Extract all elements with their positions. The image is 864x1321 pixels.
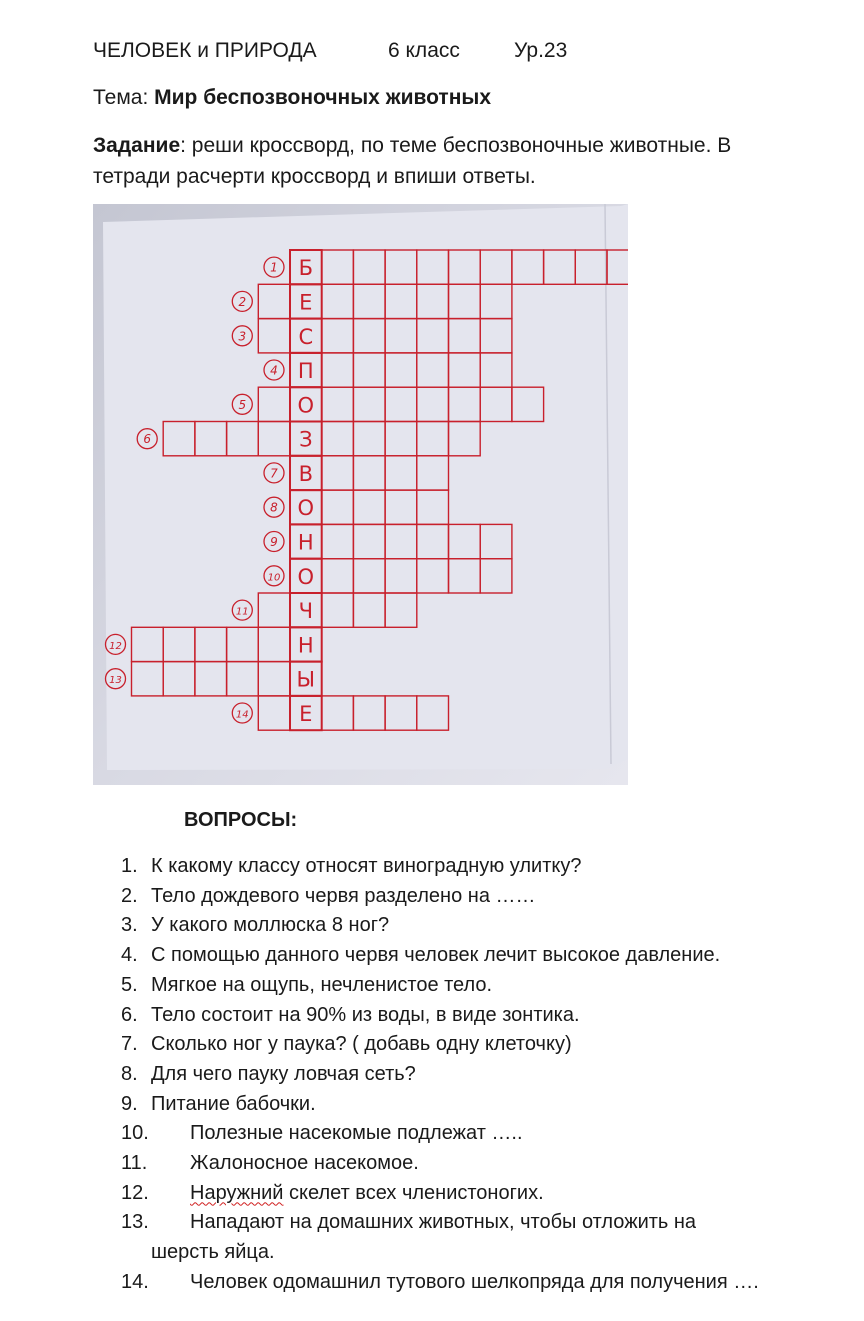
row-number: 9 xyxy=(270,535,278,549)
row-number: 1 xyxy=(270,260,278,275)
question-item xyxy=(0,911,864,941)
task-text xyxy=(93,130,813,192)
question-number: 6. xyxy=(121,1003,138,1026)
question-text: Тело дождевого червя разделено на …… xyxy=(151,884,536,907)
keyword-letter: Ч xyxy=(298,599,314,624)
question-item xyxy=(0,1001,864,1031)
spellcheck-word: Наружний xyxy=(190,1181,284,1204)
task-body: : реши кроссворд, по теме беспозвоночные животные. В тетради расчерти кроссворд и впиши ответы. xyxy=(93,134,732,188)
row-number: 12 xyxy=(109,640,122,652)
row-number: 13 xyxy=(109,675,122,687)
keyword-letter: П xyxy=(297,359,314,383)
question-text: Мягкое на ощупь, нечленистое тело. xyxy=(151,973,493,996)
task-label: Задание xyxy=(93,134,181,157)
question-number: 10. xyxy=(121,1122,149,1145)
row-number: 10 xyxy=(267,572,281,584)
row-number: 8 xyxy=(270,500,278,515)
question-text: Жалоносное насекомое. xyxy=(190,1152,419,1175)
keyword-letter: Ы xyxy=(296,667,316,692)
question-item xyxy=(0,1090,864,1120)
question-item xyxy=(0,1149,864,1179)
header xyxy=(93,39,567,63)
crossword-photo xyxy=(93,204,628,785)
question-number: 3. xyxy=(121,914,138,937)
keyword-letter: Е xyxy=(299,702,313,726)
question-number: 12. xyxy=(121,1181,149,1204)
keyword-letter: З xyxy=(299,427,313,452)
question-number: 8. xyxy=(121,1062,138,1085)
keyword-letter: О xyxy=(297,393,315,418)
question-item xyxy=(0,1060,864,1090)
question-text: Тело состоит на 90% из воды, в виде зонтика. xyxy=(151,1003,580,1026)
keyword-letter: С xyxy=(298,324,314,349)
keyword-letter: О xyxy=(297,496,315,521)
question-number: 4. xyxy=(121,944,138,967)
questions-title: ВОПРОСЫ: xyxy=(184,809,298,831)
question-number: 13. xyxy=(121,1211,149,1234)
keyword-letter: Е xyxy=(299,290,313,315)
row-number: 4 xyxy=(270,363,278,378)
row-number: 3 xyxy=(238,329,247,344)
topic-line xyxy=(93,86,491,110)
question-number: 2. xyxy=(121,884,138,907)
keyword-letter: О xyxy=(297,564,315,589)
question-text: У какого моллюска 8 ног? xyxy=(151,914,390,937)
keyword-letter: В xyxy=(298,461,314,486)
row-number: 7 xyxy=(270,466,278,481)
question-number: 14. xyxy=(121,1270,149,1293)
question-text: Для чего пауку ловчая сеть? xyxy=(151,1062,416,1085)
lesson-label: Ур.23 xyxy=(514,39,568,62)
question-text: Полезные насекомые подлежат ….. xyxy=(190,1122,523,1145)
row-number: 14 xyxy=(235,709,249,721)
grade-label: 6 класс xyxy=(388,39,460,62)
question-text-rest: скелет всех членистоногих. xyxy=(283,1181,544,1204)
question-item xyxy=(0,1208,864,1267)
row-number: 6 xyxy=(143,432,152,447)
question-item xyxy=(0,941,864,971)
question-item xyxy=(0,852,864,882)
question-text-continuation: шерсть яйца. xyxy=(151,1241,275,1264)
question-text: Питание бабочки. xyxy=(151,1092,316,1115)
question-number: 1. xyxy=(121,855,138,877)
question-item xyxy=(0,1030,864,1060)
keyword-letter: Н xyxy=(297,530,314,555)
questions-list xyxy=(0,852,864,1298)
question-text: К какому классу относят виноградную улитку? xyxy=(151,855,582,877)
question-item xyxy=(0,971,864,1001)
row-number: 2 xyxy=(238,294,247,309)
question-text: Сколько ног у паука? ( добавь одну клеточку) xyxy=(151,1033,572,1056)
row-number: 5 xyxy=(238,397,247,412)
topic-value: Мир беспозвоночных животных xyxy=(154,86,492,109)
keyword-letter: Б xyxy=(298,256,314,281)
question-number: 5. xyxy=(121,973,138,996)
question-text: Нападают на домашних животных, чтобы отложить на xyxy=(190,1211,697,1234)
keyword-letter: Н xyxy=(297,633,314,658)
question-item xyxy=(0,1179,864,1209)
question-number: 11. xyxy=(121,1152,148,1175)
question-text: Человек одомашнил тутового шелкопряда для получения …. xyxy=(190,1270,759,1293)
question-number: 9. xyxy=(121,1092,138,1115)
paper-sheet xyxy=(103,204,628,770)
question-item xyxy=(0,1268,864,1298)
subject-title: ЧЕЛОВЕК и ПРИРОДА xyxy=(93,39,317,62)
question-number: 7. xyxy=(121,1033,138,1056)
crossword-grid xyxy=(93,204,628,785)
topic-label: Тема: xyxy=(93,86,155,109)
question-item xyxy=(0,1119,864,1149)
row-number: 11 xyxy=(235,606,249,618)
question-text: С помощью данного червя человек лечит высокое давление. xyxy=(151,944,721,967)
question-item xyxy=(0,882,864,912)
